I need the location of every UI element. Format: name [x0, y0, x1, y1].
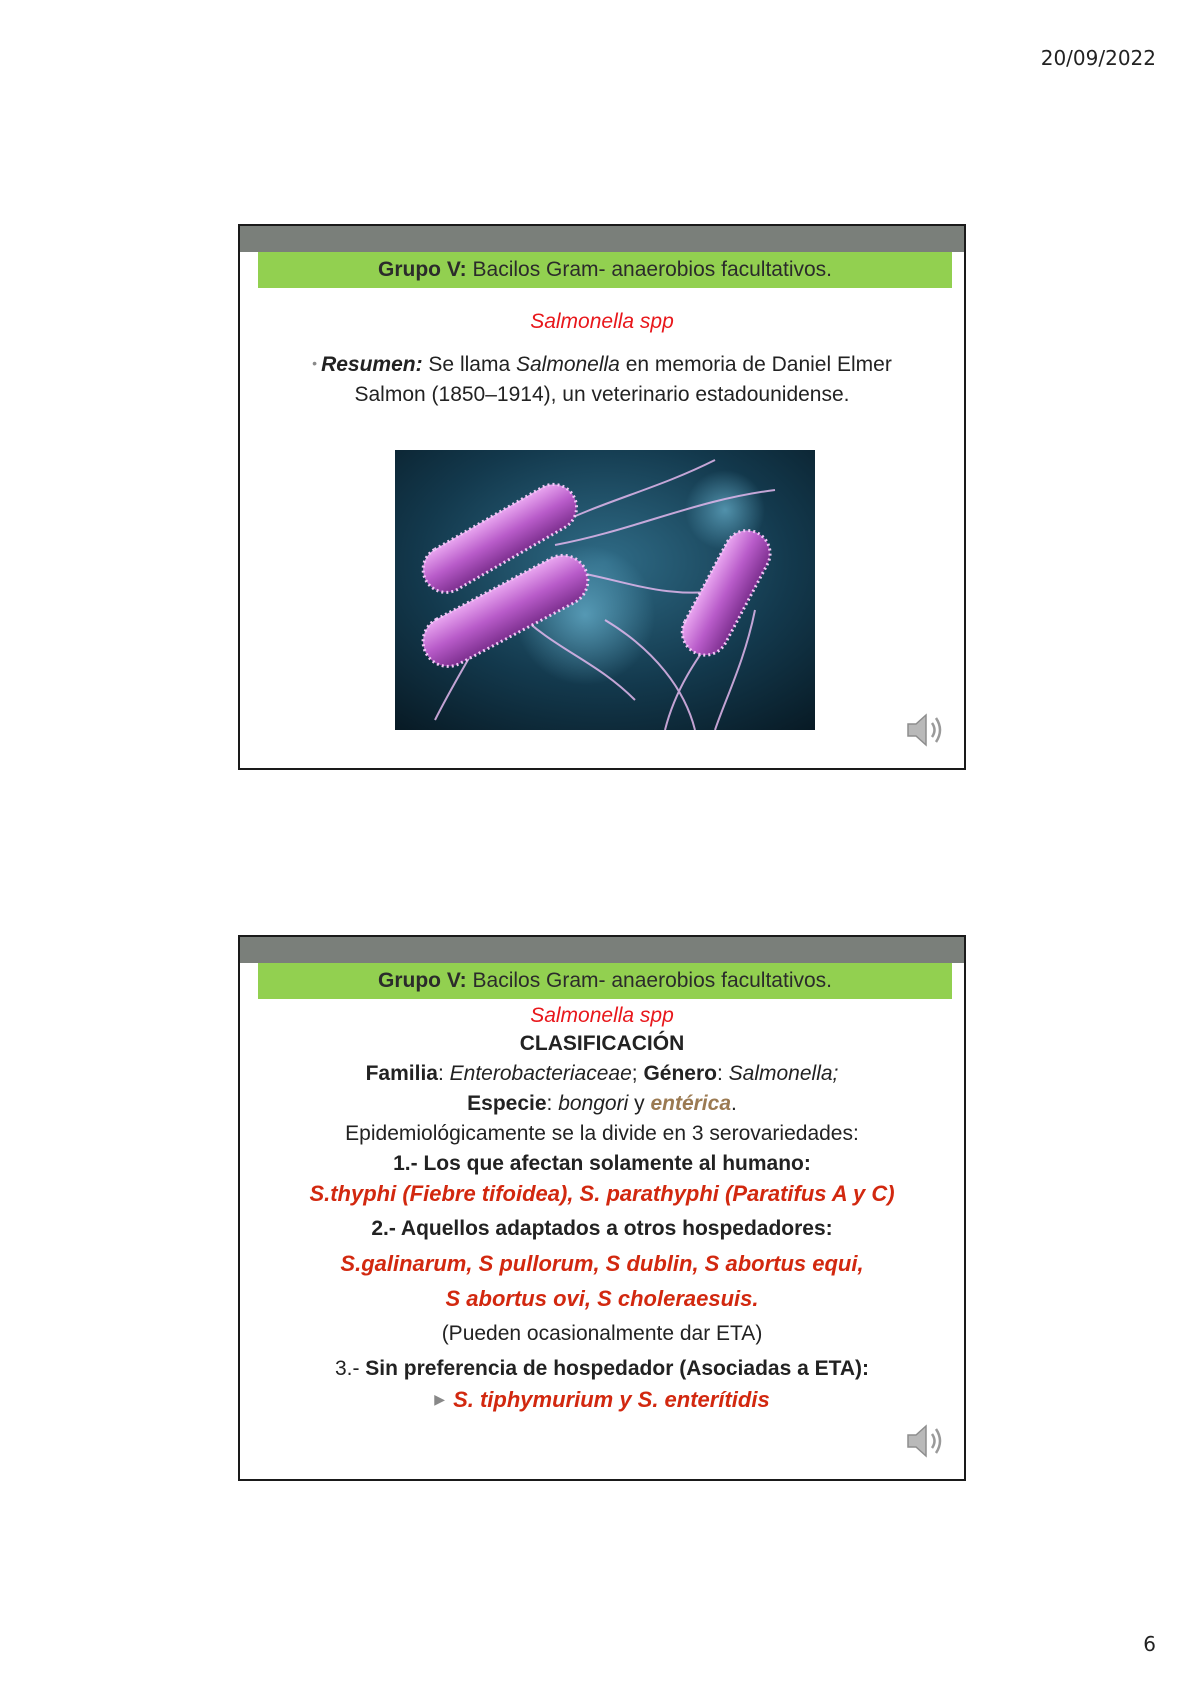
page-date: 20/09/2022: [1040, 46, 1156, 70]
classification-body: [240, 1003, 964, 1415]
familia-value: Enterobacteriaceae: [449, 1062, 632, 1085]
slide-2: [238, 935, 966, 1481]
item-3-number: 3.-: [334, 1357, 366, 1380]
item-2-species-b: S abortus ovi, S choleraesuis.: [445, 1286, 759, 1311]
slide-top-bar: [240, 226, 964, 252]
item-2: 2.- Aquellos adaptados a otros hospedadores:: [371, 1217, 833, 1240]
arrow-right-icon: ▶: [434, 1391, 446, 1407]
item-2-species-a: S.galinarum, S pullorum, S dublin, S abortus equi,: [340, 1251, 864, 1276]
especie-value-1: bongori: [558, 1092, 629, 1115]
header-text: Bacilos Gram- anaerobios facultativos.: [466, 969, 832, 992]
epidemiology-line: Epidemiológicamente se la divide en 3 serovariedades:: [345, 1122, 859, 1145]
summary-paragraph: [300, 348, 904, 410]
speaker-icon[interactable]: [900, 1417, 948, 1465]
slide-1: [238, 224, 966, 770]
page-number: 6: [1143, 1632, 1156, 1656]
speaker-icon[interactable]: [900, 706, 948, 754]
species-line: Especie: bongori y entérica.: [467, 1092, 737, 1115]
summary-text-2: en memoria de Daniel Elmer Salmon (1850–1914), un veterinario estadounidense.: [354, 353, 892, 406]
item-2-note: (Pueden ocasionalmente dar ETA): [441, 1322, 763, 1345]
slide-subtitle: Salmonella spp: [530, 1004, 674, 1027]
family-genus-line: Familia: Enterobacteriaceae; Género: Salmonella;: [365, 1062, 839, 1085]
genero-value: Salmonella;: [728, 1062, 839, 1085]
genero-label: Género: [643, 1062, 717, 1085]
summary-italic: Salmonella: [515, 353, 620, 376]
summary-label: Resumen:: [321, 353, 423, 376]
bullet-icon: •: [312, 355, 318, 371]
header-text: Bacilos Gram- anaerobios facultativos.: [466, 258, 832, 281]
item-1: 1.- Los que afectan solamente al humano:: [393, 1152, 811, 1175]
familia-label: Familia: [365, 1062, 438, 1085]
summary-text: Se llama: [422, 353, 516, 376]
slide-header: [258, 963, 952, 999]
header-bold: Grupo V:: [378, 258, 467, 281]
slide-subtitle: Salmonella spp: [530, 310, 674, 333]
classification-heading: CLASIFICACIÓN: [519, 1032, 685, 1055]
especie-value-2: entérica: [650, 1092, 731, 1115]
item-3-species: S. tiphymurium y S. enterítidis: [453, 1387, 770, 1412]
slide-top-bar: [240, 937, 964, 963]
bacteria-image: [395, 450, 815, 730]
item-3-text: Sin preferencia de hospedador (Asociadas a ETA):: [365, 1357, 870, 1380]
item-3-species-line: [240, 1384, 964, 1415]
item-1-species: S.thyphi (Fiebre tifoidea), S. parathyphi (Paratifus A y C): [309, 1181, 895, 1206]
slide-header: [258, 252, 952, 288]
especie-label: Especie: [467, 1092, 547, 1115]
especie-conjunction: y: [628, 1092, 651, 1115]
header-bold: Grupo V:: [378, 969, 467, 992]
item-3: [240, 1354, 964, 1384]
